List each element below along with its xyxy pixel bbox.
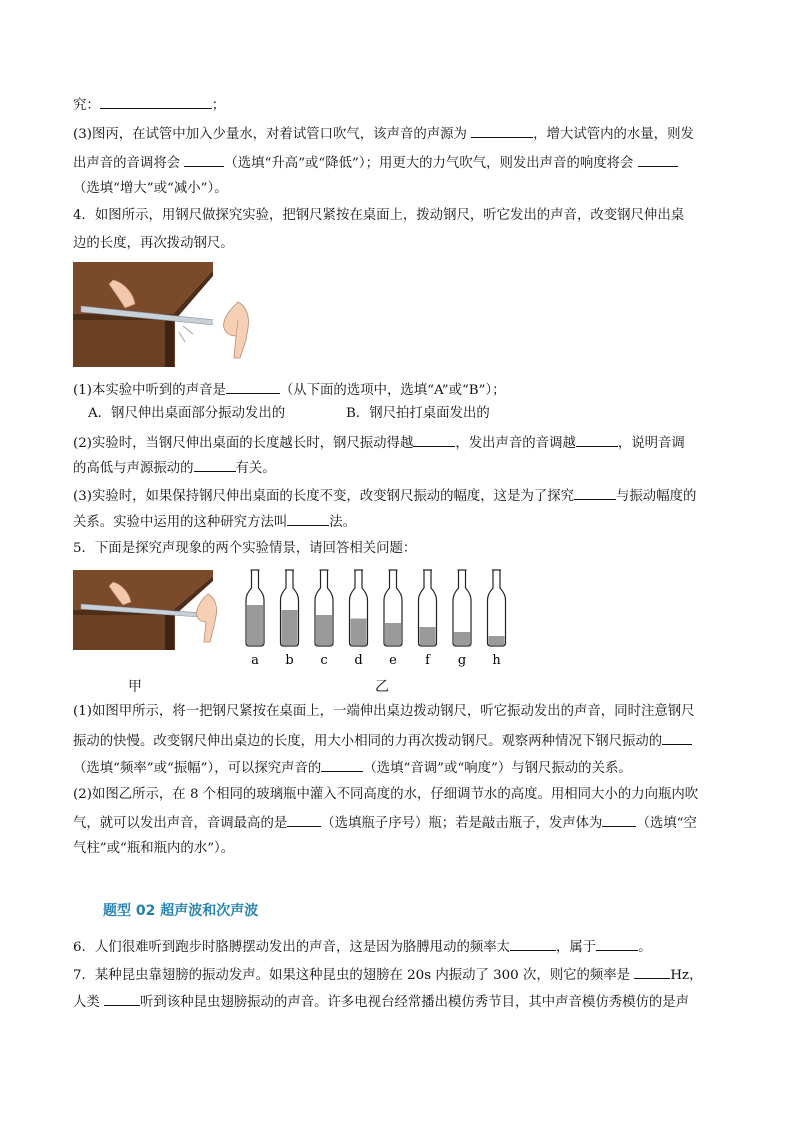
answer-blank[interactable] bbox=[226, 380, 280, 394]
q5-part-2: (2)如图乙所示，在 8 个相同的玻璃瓶中灌入不同高度的水，仔细调节水的高度。用相同大小的力向瓶内吹 bbox=[73, 787, 699, 802]
answer-blank[interactable] bbox=[634, 965, 670, 979]
q4-part-3: (3)实验时，如果保持钢尺伸出桌面的长度不变，改变钢尺振动的幅度，这是为了探究 与振动幅度的 bbox=[73, 486, 696, 506]
q3-line-4: （选填“增大”或“减小”）。 bbox=[73, 181, 228, 196]
bottle bbox=[488, 570, 506, 646]
bottle-label: h bbox=[492, 653, 501, 668]
q5-part-1: (1)如图甲所示，将一把钢尺紧按在桌面上，一端伸出桌边拨动钢尺，听它振动发出的声音，同时注意钢尺 bbox=[73, 704, 695, 719]
bottle-water bbox=[420, 627, 436, 645]
q7-cont: 人类 听到该种昆虫翅膀振动的声音。许多电视台经常播出模仿秀节目，其中声音模仿秀模仿的是声 bbox=[73, 992, 689, 1012]
answer-blank[interactable] bbox=[602, 813, 636, 827]
q4-option-a: A．钢尺伸出桌面部分振动发出的 bbox=[88, 406, 286, 421]
answer-blank[interactable] bbox=[638, 153, 678, 167]
answer-blank[interactable] bbox=[662, 731, 692, 745]
bottle-label: g bbox=[457, 653, 467, 668]
answer-blank[interactable] bbox=[471, 124, 533, 138]
q5-part-1-cont: 振动的快慢。改变钢尺伸出桌边的长度，用大小相同的力再次拨动钢尺。观察两种情况下钢尺振动的 bbox=[73, 731, 692, 751]
answer-blank[interactable] bbox=[413, 433, 455, 447]
bottle-water bbox=[316, 615, 332, 645]
bottle-water bbox=[247, 605, 263, 645]
q5-bottles-figure-yi bbox=[236, 566, 526, 670]
q4-stem-1: 4．如图所示，用钢尺做探究实验，把钢尺紧按在桌面上，拨动钢尺，听它发出的声音，改变钢尺伸出桌 bbox=[73, 208, 685, 223]
answer-blank[interactable] bbox=[184, 153, 224, 167]
q5-stem: 5．下面是探究声现象的两个实验情景，请回答相关问题： bbox=[73, 541, 417, 556]
answer-blank[interactable] bbox=[100, 95, 212, 109]
q5-part-2-cont: 气，就可以发出声音，音调最高的是 （选填瓶子序号）瓶；若是敲击瓶子，发声体为 （选填“空 bbox=[73, 813, 697, 833]
bottle-label: f bbox=[425, 653, 430, 668]
answer-blank[interactable] bbox=[321, 758, 363, 772]
q5-part-2-cont-2: 气柱”或“瓶和瓶内的水”）。 bbox=[73, 841, 235, 856]
answer-blank[interactable] bbox=[510, 937, 556, 951]
q3-line-1: 究： ； bbox=[73, 95, 225, 115]
q5-part-1-cont-2: （选填“频率”或“振幅”），可以探究声音的 （选填“音调”或“响度”）与钢尺振动的关系。 bbox=[73, 758, 632, 778]
q4-part-2: (2)实验时，当钢尺伸出桌面的长度越长时，钢尺振动得越 ，发出声音的音调越 ，说明音调 bbox=[73, 433, 685, 453]
bottle-label: e bbox=[389, 653, 397, 668]
answer-blank[interactable] bbox=[287, 813, 321, 827]
q5-finger-figure bbox=[190, 592, 222, 644]
q6: 6．人们很难听到跑步时胳膊摆动发出的声音，这是因为胳膊甩动的频率太 ，属于 。 bbox=[73, 937, 652, 957]
answer-blank[interactable] bbox=[287, 512, 329, 526]
answer-blank[interactable] bbox=[104, 992, 140, 1006]
answer-blank[interactable] bbox=[194, 458, 236, 472]
section-heading: 题型 02 超声波和次声波 bbox=[103, 903, 259, 919]
answer-blank[interactable] bbox=[574, 486, 616, 500]
q3-line-2: (3)图丙，在试管中加入少量水，对着试管口吹气，该声音的声源为 ，增大试管内的水量，则发 bbox=[73, 124, 694, 144]
q4-stem-2: 边的长度，再次拨动钢尺。 bbox=[73, 236, 234, 251]
q4-part-3-cont: 关系。实验中运用的这种研究方法叫 法。 bbox=[73, 512, 356, 532]
bottle-water bbox=[282, 610, 298, 645]
q4-ruler-figure bbox=[73, 262, 213, 367]
answer-blank[interactable] bbox=[576, 433, 618, 447]
q7: 7．某种昆虫靠翅膀的振动发声。如果这种昆虫的翅膀在 20s 内振动了 300 次，则它的频率是 Hz， bbox=[73, 965, 702, 985]
q4-finger-figure bbox=[216, 300, 256, 362]
answer-blank[interactable] bbox=[596, 937, 638, 951]
q4-part-1: (1)本实验中听到的声音是 （从下面的选项中，选填“A”或“B”）； bbox=[73, 380, 506, 400]
bottle-water bbox=[385, 623, 401, 645]
bottle-label: b bbox=[285, 653, 294, 668]
bottle-water bbox=[351, 619, 367, 646]
figure-label-jia: 甲 bbox=[128, 679, 142, 695]
figure-label-yi: 乙 bbox=[375, 679, 389, 695]
bottle-label: a bbox=[251, 653, 259, 668]
q4-part-2-cont: 的高低与声源振动的 有关。 bbox=[73, 458, 276, 478]
q3-line-3: 出声音的音调将会 （选填“升高”或“降低”）；用更大的力气吹气，则发出声音的响度将会 bbox=[73, 153, 678, 173]
bottle-water bbox=[454, 632, 470, 645]
q4-option-b: B．钢尺拍打桌面发出的 bbox=[346, 406, 490, 421]
bottle-label: d bbox=[354, 653, 363, 668]
bottle-water bbox=[489, 636, 505, 645]
bottle-label: c bbox=[320, 653, 328, 668]
